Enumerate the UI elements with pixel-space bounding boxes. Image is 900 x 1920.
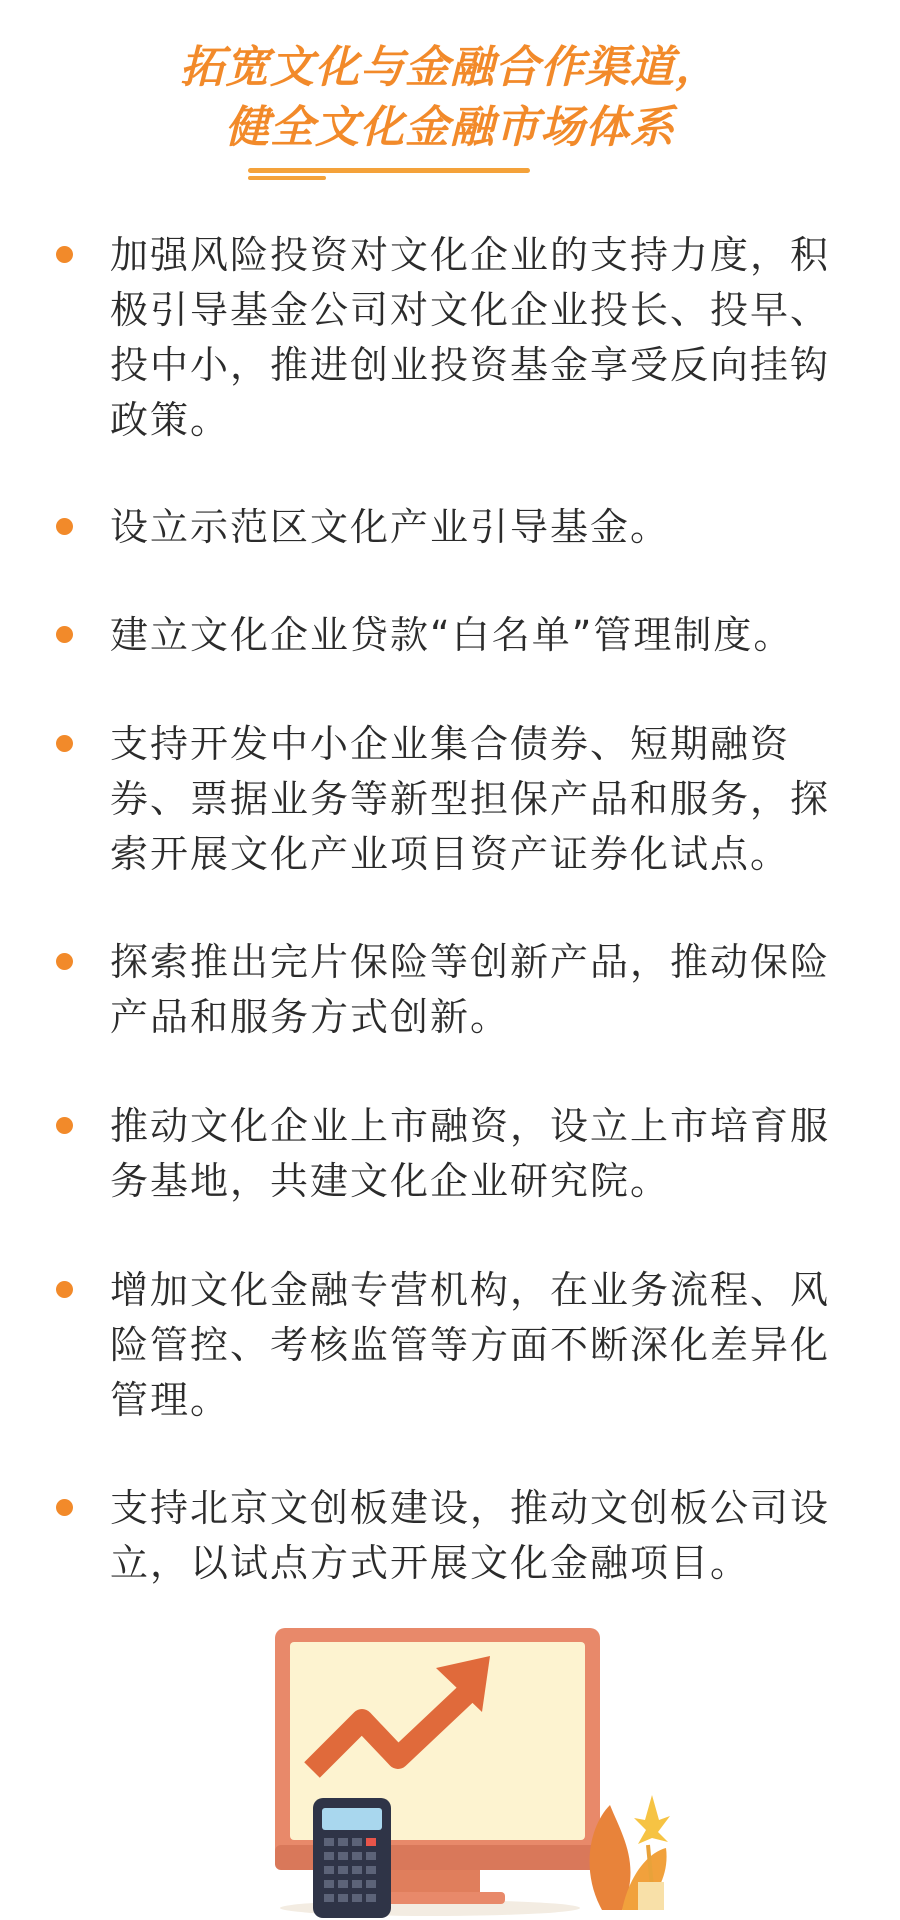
- bullet-dot: [56, 1499, 73, 1516]
- bullet-dot: [56, 735, 73, 752]
- bullet-dot: [56, 953, 73, 970]
- list-item-text: 设立示范区文化产业引导基金。: [110, 505, 671, 549]
- finance-growth-illustration: [250, 1620, 750, 1920]
- list-item-text: 加强风险投资对文化企业的支持力度，积极引导基金公司对文化企业投长、投早、投中小，推进创业投资基金享受反向挂钩政策。: [110, 233, 831, 442]
- title-underline: [248, 168, 530, 173]
- title-underline-short: [248, 176, 326, 180]
- leaf-plant-icon: [590, 1795, 670, 1910]
- bullet-dot: [56, 626, 73, 643]
- list-item-text: 支持北京文创板建设，推动文创板公司设立，以试点方式开展文化金融项目。: [110, 1486, 831, 1585]
- bullet-dot: [56, 1117, 73, 1134]
- list-item-text: 建立文化企业贷款“白名单”管理制度。: [110, 613, 794, 657]
- list-item-text: 探索推出完片保险等创新产品，推动保险产品和服务方式创新。: [110, 940, 831, 1039]
- bullet-dot: [56, 246, 73, 263]
- list-item-text: 支持开发中小企业集合债券、短期融资券、票据业务等新型担保产品和服务，探索开展文化产业项目资产证券化试点。: [110, 722, 831, 876]
- bullet-dot: [56, 1281, 73, 1298]
- calculator-icon: [313, 1798, 391, 1918]
- page-header: [0, 38, 900, 158]
- title-line-2: 健全文化金融市场体系: [225, 102, 675, 153]
- title-line-1: 拓宽文化与金融合作渠道，: [180, 42, 720, 93]
- bullet-dot: [56, 518, 73, 535]
- list-item-text: 推动文化企业上市融资，设立上市培育服务基地，共建文化企业研究院。: [110, 1104, 831, 1203]
- list-item-text: 增加文化金融专营机构，在业务流程、风险管控、考核监管等方面不断深化差异化管理。: [110, 1268, 831, 1422]
